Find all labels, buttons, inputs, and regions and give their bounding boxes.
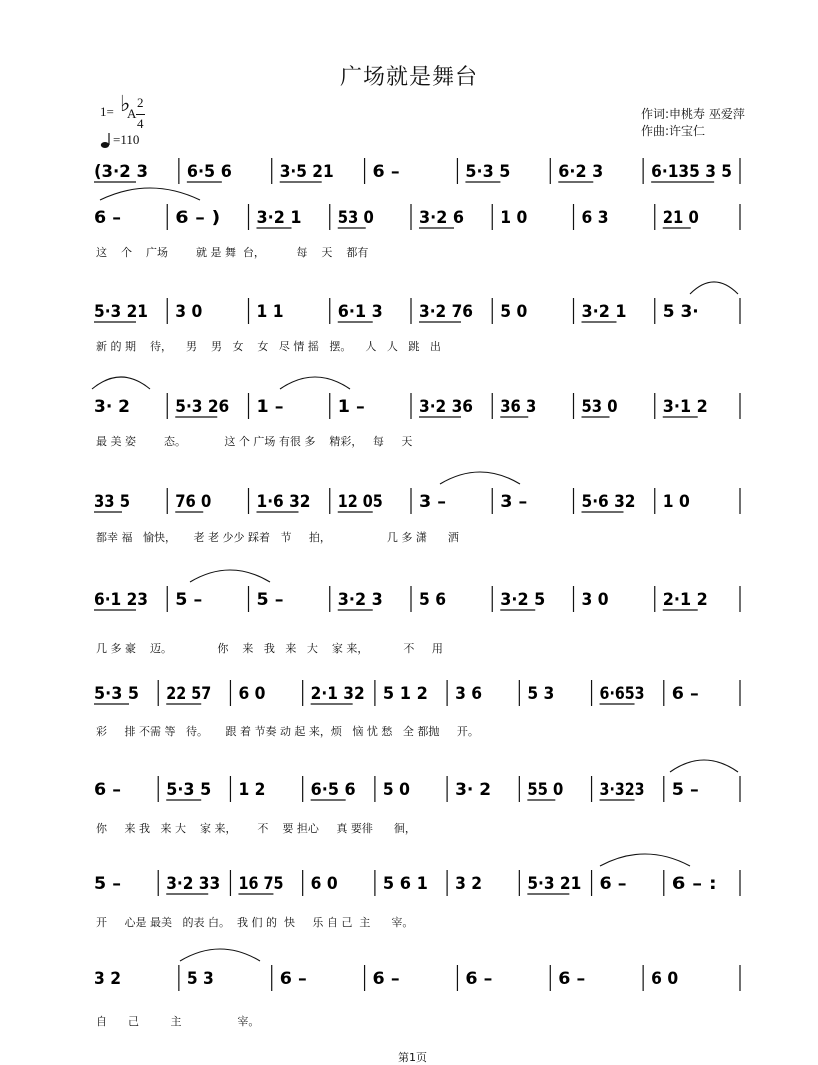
lyrics-line-10: 自 己 主 宰。 [96,1015,260,1028]
tempo-value: =110 [113,132,140,147]
measure-notes: 5 1 2 [382,684,428,704]
key-letter: A [127,106,137,121]
measure-notes: 5 0 [382,780,411,800]
lyricist-credit: 作词:申桃寿 巫爱萍 [641,107,745,121]
slur-arc [0,458,818,488]
measure-notes: 1 1 [256,302,284,322]
measure-notes: 1 0 [500,208,528,228]
measure-notes: 6·5 6 [310,780,356,800]
measure-notes: 53 0 [337,208,374,228]
measure-notes: 6 – [372,969,400,989]
measure-notes: 6·1 23 [94,590,148,610]
measure-notes: 2·1 32 [310,684,365,704]
measure-notes: 3·2 3 [337,590,383,610]
slur-arc [0,268,818,298]
lyrics-line-2: 这 个 广场 就 是 舞 台， 每 天 都有 [96,246,369,259]
lyrics-line-9: 开 心是 最美 的表 白。 我 们 的 快 乐 自 己 主 宰。 [96,916,414,929]
measure-notes: 3·2 1 [581,302,627,322]
measure-notes: 5·3 5 [94,684,139,704]
measure-notes: 6 0 [238,684,266,704]
measure-notes: 3·2 5 [500,590,546,610]
lyrics-line-7: 彩 排 不需 等 待。 跟 着 节奏 动 起 来，烦 恼 忧 愁 全 都抛 开。 [96,725,479,738]
measure-notes: 6 – [94,780,121,800]
measure-notes: 1 0 [662,492,690,512]
measure-notes: 5 6 1 [382,874,428,894]
measure-notes: 6 – [465,969,493,989]
measure-notes: 3 2 [455,874,483,894]
measure-notes: 22 57 [166,684,212,704]
measure-notes: 33 5 [94,492,130,512]
lyrics-line-3: 新 的 期 待， 男 男 女 女 尽 情 摇 摆。 人 人 跳 出 [96,340,441,353]
measure-notes: 5·3 26 [175,397,230,417]
measure-notes: 5·3 21 [527,874,582,894]
time-signature-top: 2 [137,95,144,110]
measure-notes: 6·653 [599,684,645,704]
measure-notes: 5·3 21 [94,302,148,322]
measure-notes: 6 – [94,208,121,228]
measure-notes: 6 – [279,969,307,989]
slur-arc [0,935,818,965]
slur-arc [0,840,818,870]
measure-notes: 3 – [500,492,528,512]
measure-notes: 5 3 [186,969,214,989]
measure-notes: 5 – [671,780,699,800]
measure-notes: 6·2 3 [558,162,604,182]
measure-notes: 3·2 36 [419,397,473,417]
measure-notes: (3·2 3 [94,162,148,182]
measure-notes: 3·1 2 [662,397,708,417]
measure-notes: 1·6 32 [256,492,311,512]
measure-notes: 5 6 [419,590,446,610]
measure-notes: 6 – ) [175,208,221,228]
measure-notes: 2·1 2 [662,590,708,610]
measure-notes: 16 75 [238,874,284,894]
measure-notes: 6 – [558,969,586,989]
slur-arc [0,174,818,204]
page-title: 广场就是舞台 [339,65,478,90]
measure-notes: 3·323 [599,780,645,800]
measure-notes: 1 2 [238,780,266,800]
composer-credit: 作曲:许宝仁 [641,124,706,138]
measure-notes: 21 0 [662,208,699,228]
time-signature-bottom: 4 [137,116,144,131]
measure-notes: 5·3 5 [166,780,212,800]
measure-notes: 5 – [94,874,121,894]
measure-notes: 6 – [671,684,699,704]
score-row-7 [0,672,818,718]
measure-notes: 76 0 [175,492,212,512]
measure-notes: 3 – [419,492,446,512]
measure-notes: 5·3 5 [465,162,511,182]
measure-notes: 3·5 21 [279,162,334,182]
measure-notes: 3 6 [455,684,483,704]
measure-notes: 3·2 1 [256,208,302,228]
measure-notes: 1 – [256,397,284,417]
measure-notes: 5 3· [662,302,699,322]
measure-notes: 6 – [372,162,400,182]
measure-notes: 55 0 [527,780,564,800]
measure-notes: 3·2 6 [419,208,464,228]
measure-notes: 6·1 3 [337,302,383,322]
measure-notes: 5 3 [527,684,555,704]
measure-notes: 6 3 [581,208,609,228]
lyrics-line-6: 几 多 豪 迈。 你 来 我 来 大 家 来， 不 用 [96,642,443,655]
slur-arc [0,363,818,393]
lyrics-line-4: 最 美 姿 态。 这 个 广场 有很 多 精彩， 每 天 [96,435,413,448]
measure-notes: 5 – [256,590,284,610]
measure-notes: 3· 2 [94,397,130,417]
measure-notes: 3 2 [94,969,121,989]
measure-notes: 3 0 [175,302,203,322]
measure-notes: 12 05 [337,492,383,512]
measure-notes: 53 0 [581,397,618,417]
measure-notes: 6 – [599,874,627,894]
lyrics-line-8: 你 来 我 来 大 家 来， 不 要 担心 真 要徘 徊， [96,822,416,835]
measure-notes: 6·5 6 [186,162,232,182]
measure-notes: 3·2 76 [419,302,473,322]
measure-notes: 5·6 32 [581,492,636,512]
quarter-note-icon [100,133,112,149]
slur-arc [0,746,818,776]
key-prefix: 1= [100,104,114,119]
measure-notes: 5 0 [500,302,528,322]
page-footer: 第1页 [398,1051,427,1064]
measure-notes: 6·135 3 5 [651,162,732,182]
flat-symbol: ♭ [120,92,131,117]
measure-notes: 1 – [337,397,365,417]
measure-notes: 3·2 33 [166,874,221,894]
measure-notes: 6 – : [671,874,717,894]
measure-notes: 3· 2 [455,780,492,800]
slur-arc [0,556,818,586]
lyrics-line-5: 都幸 福 愉快， 老 老 少少 踩着 节 拍， 几 多 潇 洒 [96,531,459,544]
time-signature-rule [136,114,145,115]
measure-notes: 5 – [175,590,203,610]
measure-notes: 3 0 [581,590,609,610]
measure-notes: 6 0 [310,874,338,894]
measure-notes: 36 3 [500,397,537,417]
measure-notes: 6 0 [651,969,679,989]
